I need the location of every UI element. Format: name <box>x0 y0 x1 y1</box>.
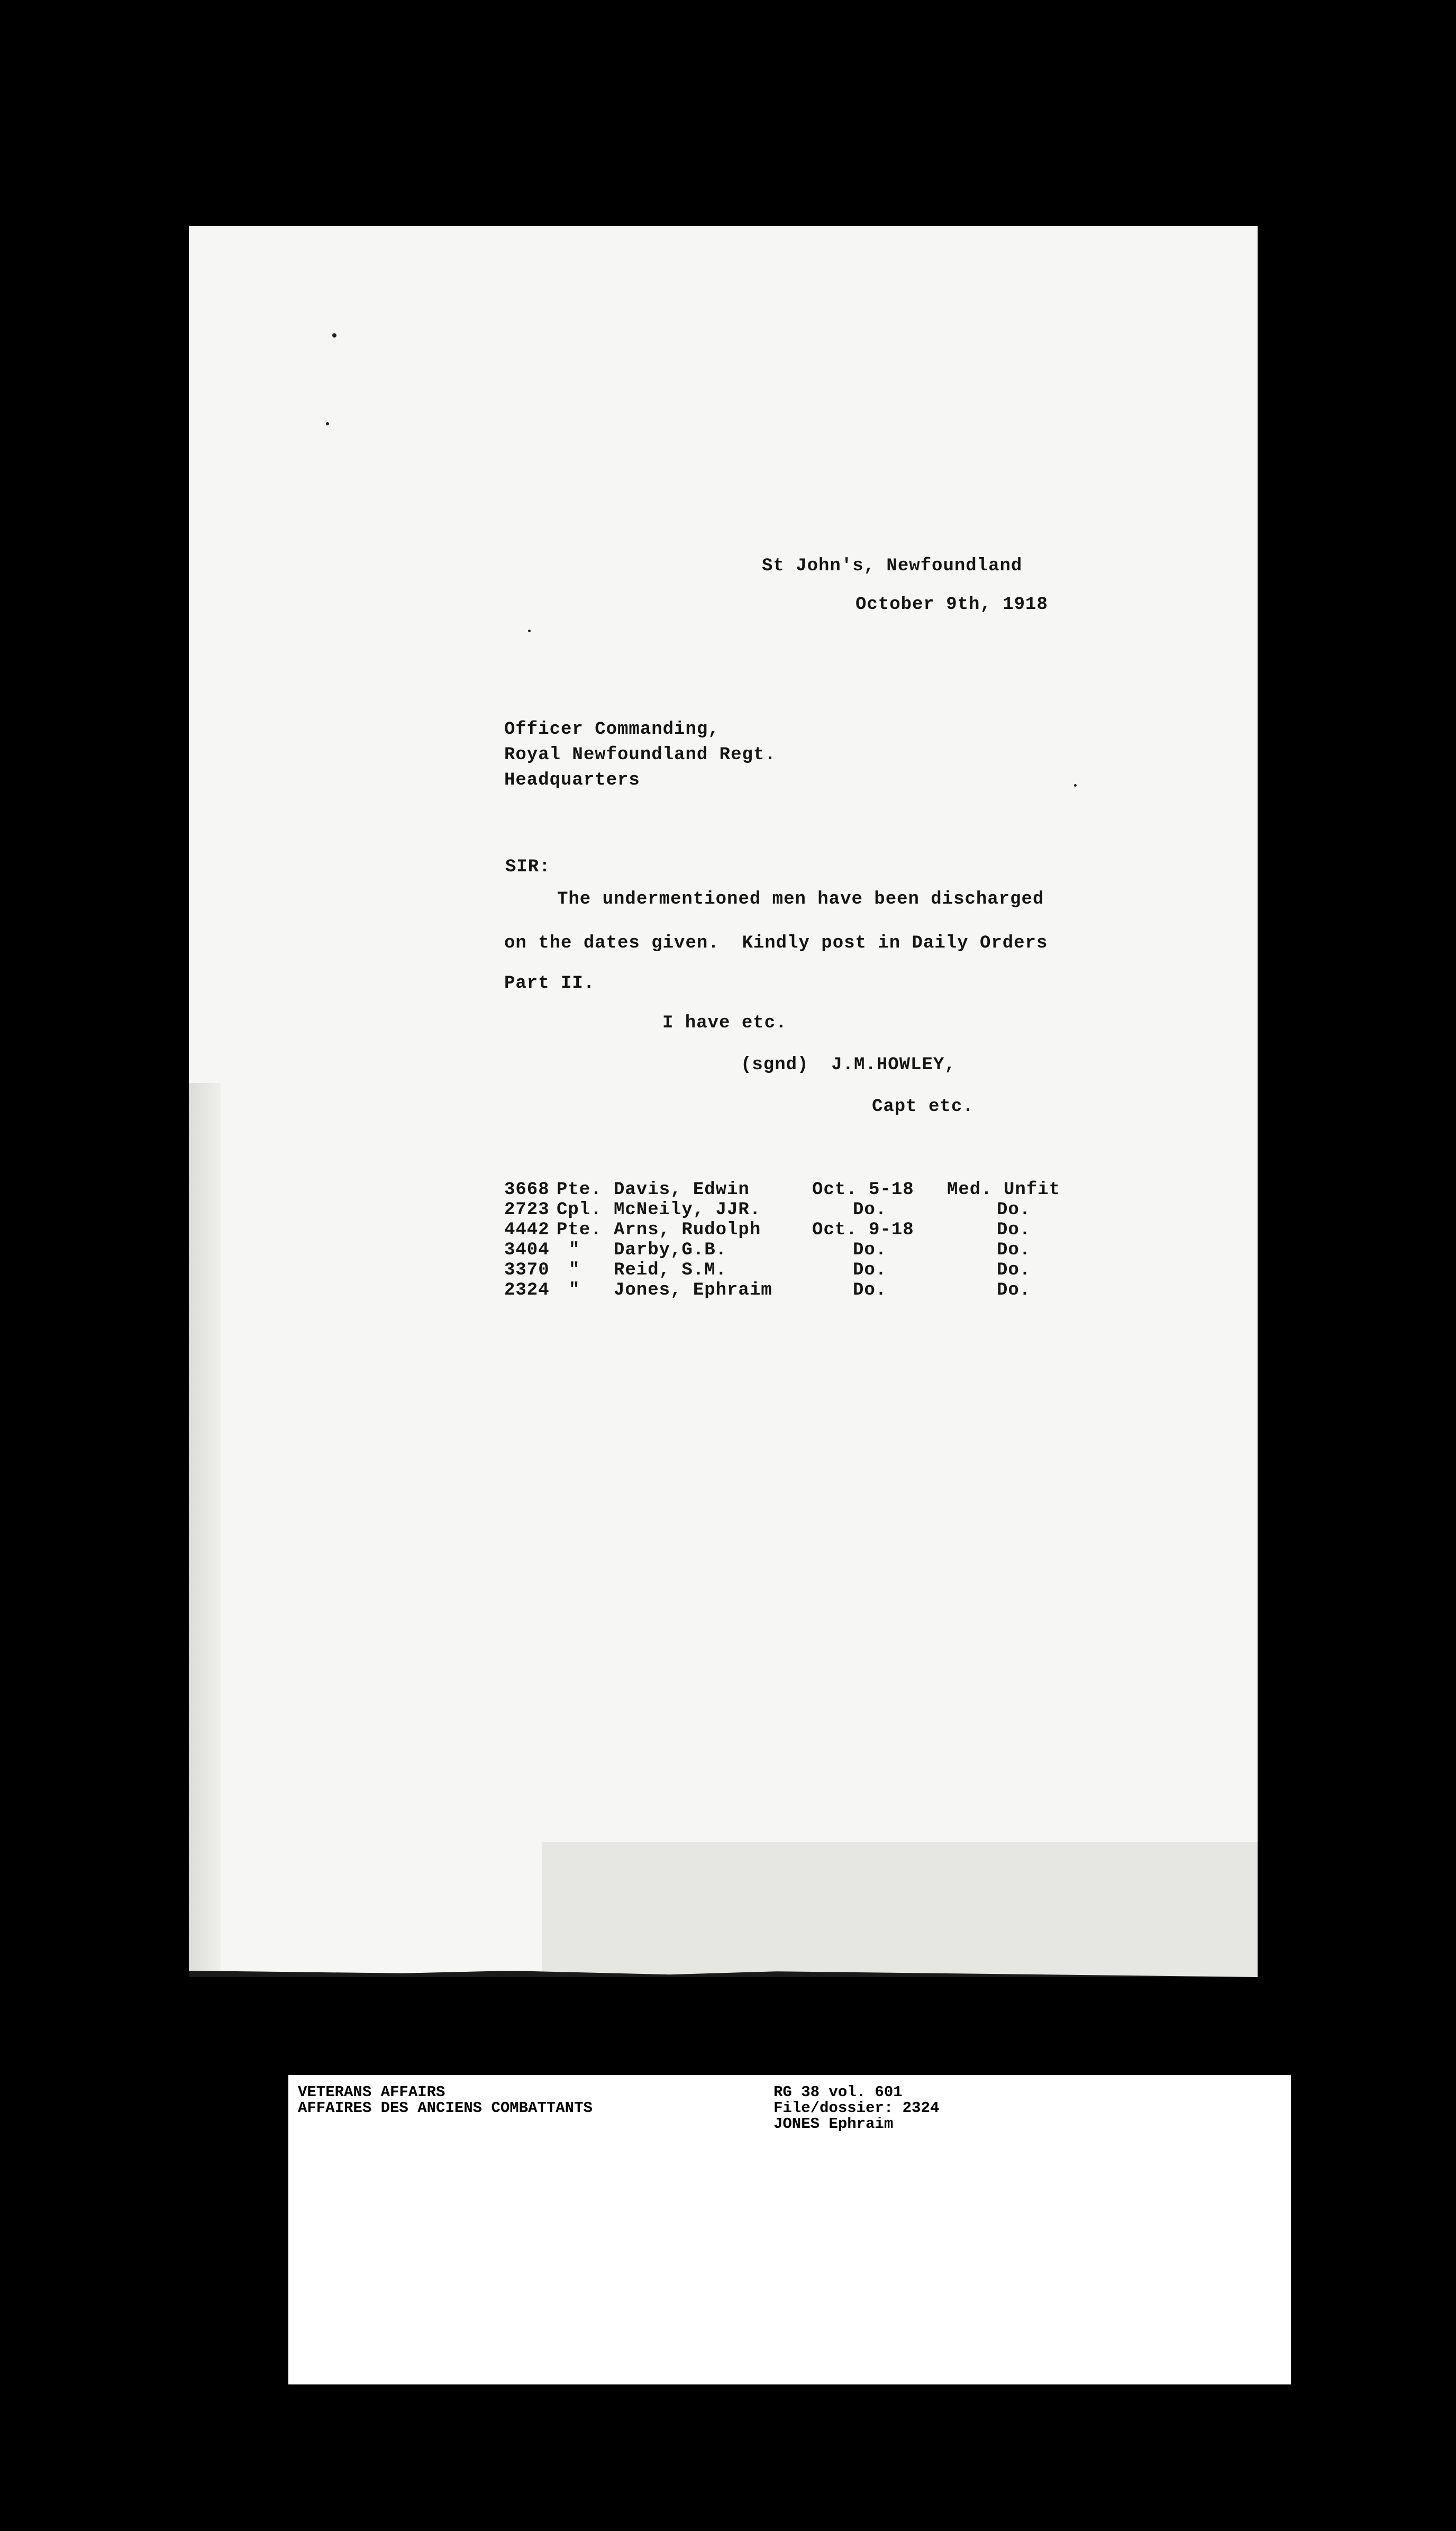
discharge-date: Do. <box>853 1260 887 1280</box>
rank: Pte. <box>557 1220 602 1240</box>
service-number: 2324 <box>504 1280 550 1300</box>
addressee-line: Headquarters <box>504 770 640 790</box>
rank: " <box>569 1260 580 1280</box>
letter-page <box>189 226 1258 1977</box>
discharge-date: Do. <box>853 1200 887 1220</box>
soldier-name: Jones, Ephraim <box>614 1280 772 1300</box>
discharge-reason: Do. <box>997 1220 1031 1240</box>
person-name: JONES Ephraim <box>774 2115 894 2133</box>
discharge-reason: Do. <box>997 1260 1031 1280</box>
ink-speck <box>332 333 336 338</box>
soldier-name: Darby,G.B. <box>614 1240 727 1260</box>
signature-title: Capt etc. <box>872 1097 974 1117</box>
ink-speck <box>528 630 531 632</box>
soldier-name: McNeily, JJR. <box>614 1200 761 1220</box>
rank: " <box>569 1240 580 1260</box>
rank: Pte. <box>557 1180 602 1200</box>
record-group: RG 38 vol. 601 <box>774 2083 903 2101</box>
department-fr: AFFAIRES DES ANCIENS COMBATTANTS <box>298 2099 593 2117</box>
discharge-reason: Med. Unfit <box>947 1180 1061 1200</box>
addressee-line: Royal Newfoundland Regt. <box>504 745 776 765</box>
soldier-name: Arns, Rudolph <box>614 1220 761 1240</box>
closing: I have etc. <box>662 1013 787 1033</box>
letter-place: St John's, Newfoundland <box>762 556 1023 576</box>
service-number: 3404 <box>504 1240 550 1260</box>
ink-speck <box>1074 784 1077 787</box>
folded-edge <box>189 1083 221 1977</box>
discharge-date: Do. <box>853 1240 887 1260</box>
scan-shadow <box>542 1842 1258 1977</box>
discharge-reason: Do. <box>997 1280 1031 1300</box>
addressee-line: Officer Commanding, <box>504 720 720 740</box>
salutation: SIR: <box>505 857 551 877</box>
body-line: Part II. <box>504 973 595 994</box>
service-number: 4442 <box>504 1220 550 1240</box>
file-number: File/dossier: 2324 <box>774 2099 940 2117</box>
rank: " <box>569 1280 580 1300</box>
service-number: 3370 <box>504 1260 550 1280</box>
archive-label <box>288 2075 1291 2384</box>
department-en: VETERANS AFFAIRS <box>298 2083 445 2101</box>
discharge-date: Oct. 9-18 <box>812 1220 914 1240</box>
discharge-reason: Do. <box>997 1240 1031 1260</box>
letter-date: October 9th, 1918 <box>856 595 1048 615</box>
body-line: The undermentioned men have been discharged <box>557 889 1044 909</box>
soldier-name: Davis, Edwin <box>614 1180 750 1200</box>
rank: Cpl. <box>557 1200 602 1220</box>
signature: (sgnd) J.M.HOWLEY, <box>741 1055 956 1075</box>
service-number: 2723 <box>504 1200 550 1220</box>
discharge-date: Oct. 5-18 <box>812 1180 914 1200</box>
ink-speck <box>326 422 329 425</box>
discharge-date: Do. <box>853 1280 887 1300</box>
discharge-reason: Do. <box>997 1200 1031 1220</box>
body-line: on the dates given. Kindly post in Daily Orders <box>504 933 1048 953</box>
soldier-name: Reid, S.M. <box>614 1260 727 1280</box>
service-number: 3668 <box>504 1180 550 1200</box>
